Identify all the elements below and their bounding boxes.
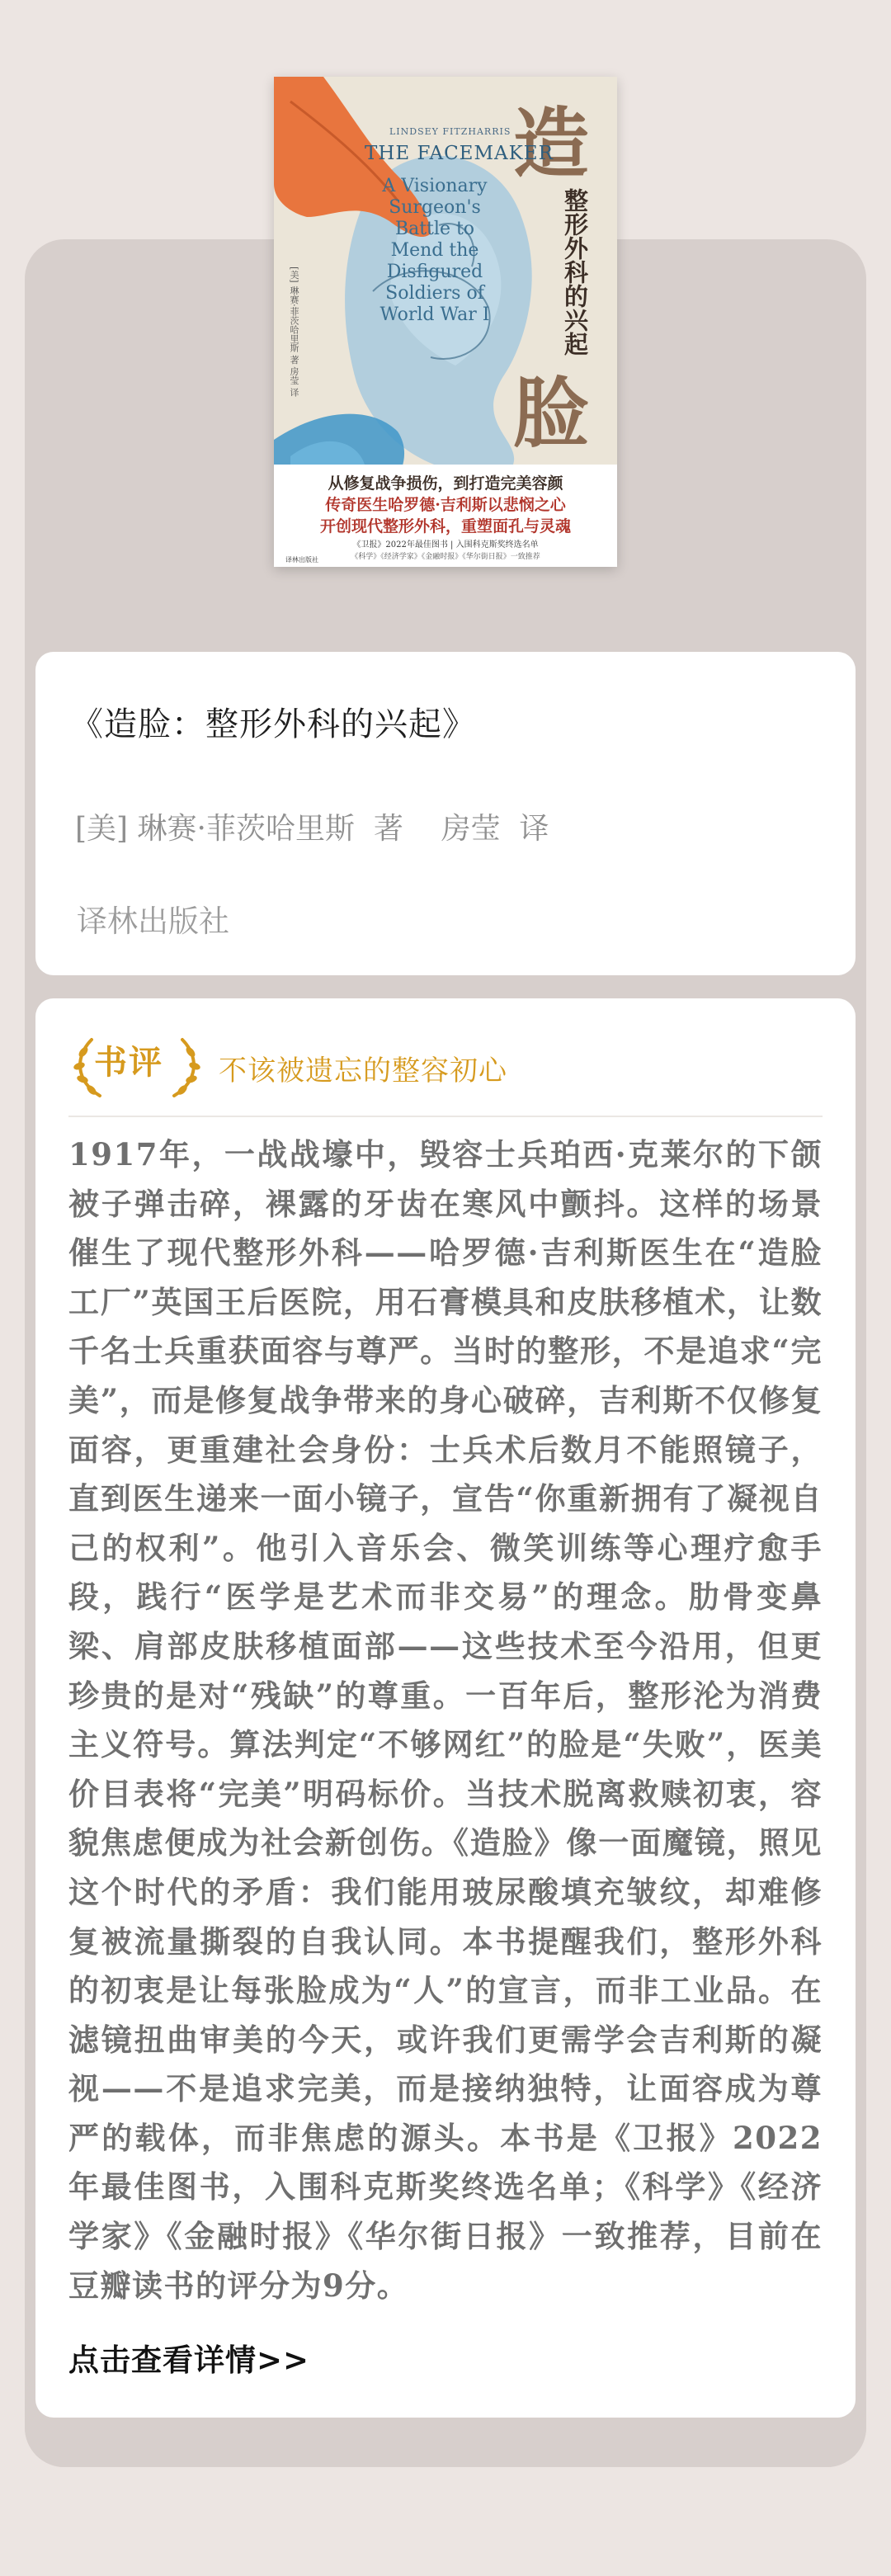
cover-award: 《卫报》2022年最佳图书 | 入围科克斯奖终选名单 [352, 540, 539, 550]
cover-title-bottom: 脸 [513, 369, 590, 458]
review-body: 1917年，一战战壕中，毁容士兵珀西·克莱尔的下颌被子弹击碎，裸露的牙齿在寒风中颤抖。这样的场景催生了现代整形外科——哈罗德·吉利斯医生在“造脸工厂”英国王后医院，用石膏模具和皮肤移植术，让数千名士兵重获面容与尊严。当时的整形，不是追求“完美”，而是修复战争带来的身心破碎，吉利斯不仅修复面容，更重建社会身份：士兵术后数月不能照镜子，直到医生递来一面小镜子，宣告“你重新拥有了凝视自己的权利”。他引入音乐会、微笑训练等心理疗愈手段，践行“医学是艺术而非交易”的理念。肋骨变鼻梁、肩部皮肤移植面部——这些技术至今沿用，但更珍贵的是对“残缺”的尊重。一百年后，整形沦为消费主义符号。算法判定“不够网红”的脸是“失败”，医美价目表将“完美”明码标价。当技术脱离救赎初衷，容貌焦虑便成为社会新创伤。《造脸》像一面魔镜，照见这个时代的矛盾：我们能用玻尿酸填充皱纹，却难修复被流量撕裂的自我认同。本书提醒我们，整形外科的初衷是让每张脸成为“人”的宣言，而非工业品。在滤镜扭曲审美的今天，或许我们更需学会吉利斯的凝视——不是追求完美，而是接纳独特，让面容成为尊严的载体，而非焦虑的源头。本书是《卫报》2022年最佳图书，入围科克斯奖终选名单；《科学》《经济学家》《金融时报》《华尔街日报》一致推荐，目前在豆瓣读书的评分为9分。 [68, 1136, 823, 2304]
cover-english-title: THE FACEMAKER [365, 143, 554, 164]
cover-tagline-2: 传奇医生哈罗德·吉利斯以悲悯之心 [325, 496, 566, 514]
cover-subtitle: 整形外科的兴起 [561, 188, 589, 356]
review-badge-label: 书评 [94, 1043, 163, 1082]
cover-author-vertical: [美] 琳赛·菲茨哈里斯 著 房莹 译 [289, 267, 299, 398]
cover-tagline-3: 开创现代整形外科，重塑面孔与灵魂 [319, 517, 571, 535]
review-card [35, 998, 856, 2418]
book-authors: [美] 琳赛·菲茨哈里斯 著 房莹 译 [75, 812, 549, 846]
cover-endorse: 《科学》《经济学家》《金融时报》《华尔街日报》一致推荐 [351, 553, 540, 561]
book-cover-image[interactable] [274, 77, 617, 567]
review-badge [67, 1023, 240, 1106]
book-publisher: 译林出版社 [77, 903, 229, 939]
background-panel-bottom [25, 2426, 866, 2467]
cover-tagline-1: 从修复战争损伤，到打造完美容颜 [328, 474, 563, 493]
review-heading: 不该被遗忘的整容初心 [219, 1054, 507, 1087]
cover-title-top: 造 [513, 99, 590, 188]
cover-english-subtitle: A Visionary Surgeon's Battle to Mend the Disfigured Soldiers of World War I [380, 176, 490, 325]
view-details-link[interactable]: 点击查看详情>> [68, 2342, 310, 2378]
cover-publisher: 译林出版社 [285, 556, 318, 564]
book-info-card [35, 652, 856, 975]
cover-author-english: LINDSEY FITZHARRIS [389, 126, 512, 137]
review-divider [68, 1116, 823, 1117]
book-title: 《造脸：整形外科的兴起》 [70, 705, 476, 743]
